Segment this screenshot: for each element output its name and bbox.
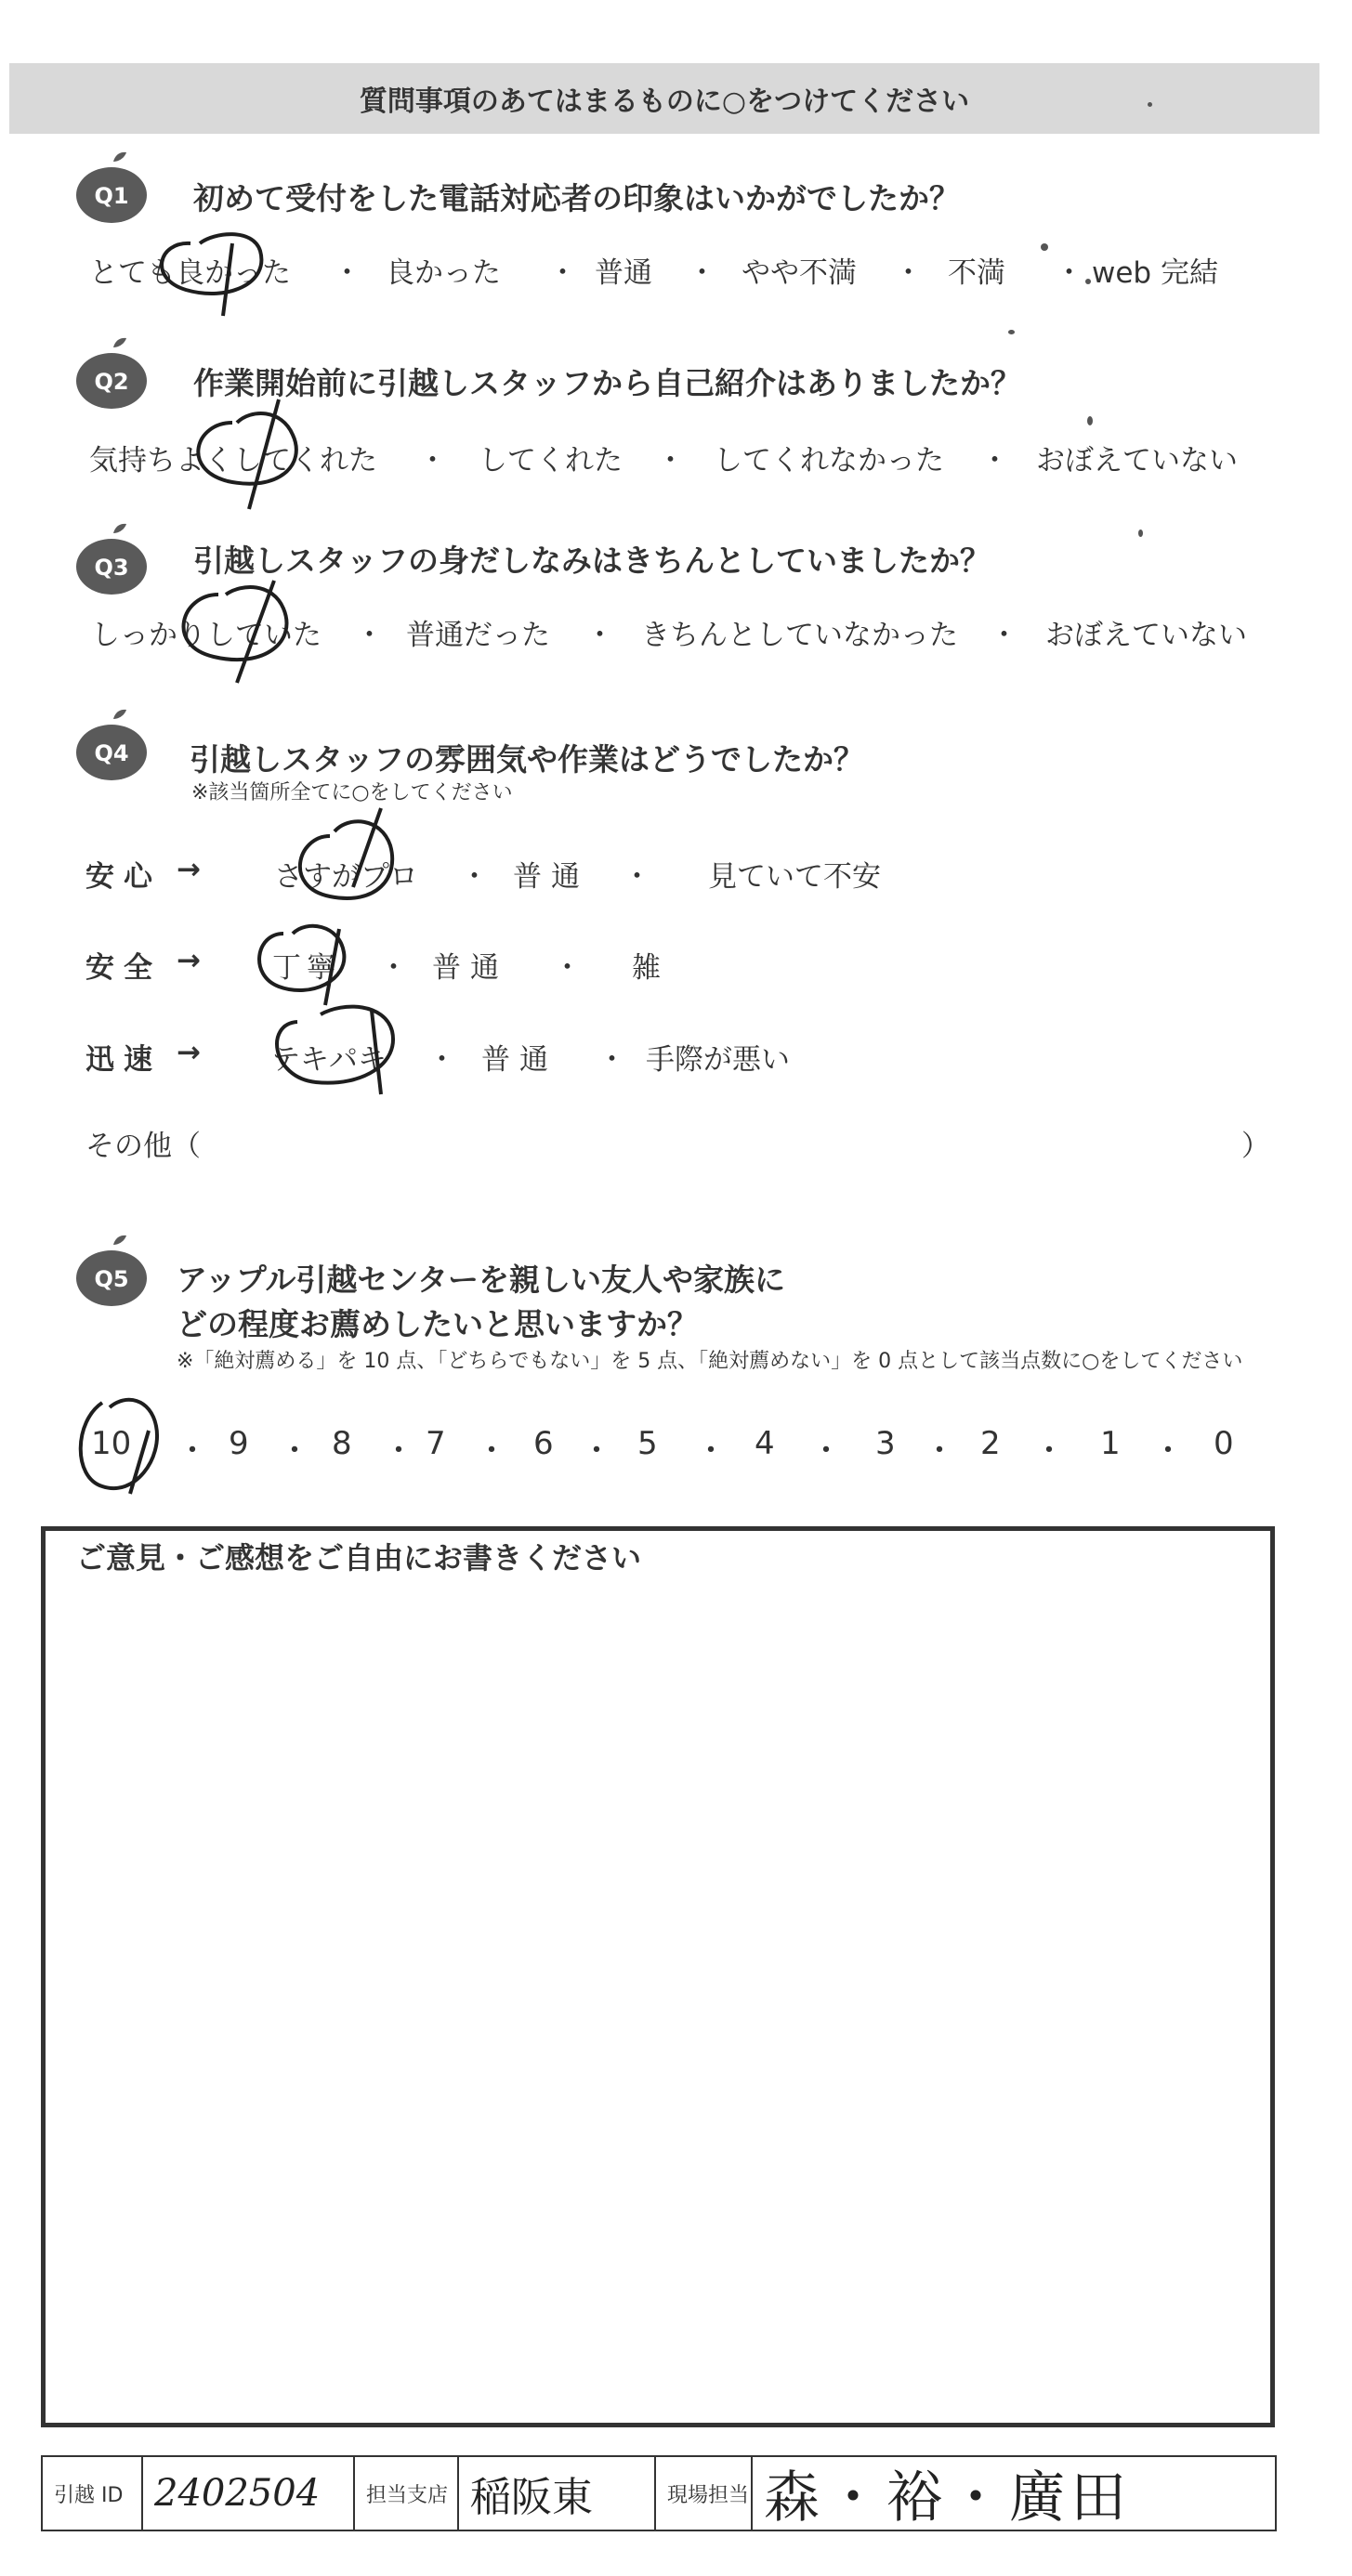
score-1[interactable]: 1	[1100, 1425, 1121, 1462]
score-4[interactable]: 4	[755, 1425, 775, 1462]
apple-badge-icon	[72, 1232, 151, 1310]
move-id-value: 2402504	[154, 2472, 321, 2515]
comment-box[interactable]	[41, 1526, 1275, 2427]
scan-speck	[1138, 530, 1143, 537]
footer-table	[41, 2455, 1277, 2531]
branch-value: 稲阪東	[470, 2474, 593, 2521]
q4-row-3-option-3[interactable]: 手際が悪い	[646, 1043, 790, 1077]
separator: ・	[585, 619, 614, 652]
q1-option-1[interactable]: とても良かった	[89, 256, 291, 290]
scan-speck	[1148, 102, 1152, 107]
q2-question: 作業開始前に引越しスタッフから自己紹介はありましたか？	[193, 365, 1021, 401]
separator: ・	[279, 1432, 310, 1470]
separator: ・	[1152, 1432, 1184, 1470]
q4-question: 引越しスタッフの雰囲気や作業はどうでしたか？	[190, 741, 864, 778]
scan-speck	[1087, 416, 1093, 425]
q4-row-3-option-2[interactable]: 普通	[481, 1043, 558, 1077]
q4-row-2-label: 安全	[85, 951, 162, 985]
branch-label: 担当支店	[355, 2457, 459, 2530]
q1-question: 初めて受付をした電話対応者の印象はいかがでしたか？	[193, 180, 960, 216]
comment-title: ご意見・ご感想をご自由にお書きください	[76, 1540, 642, 1576]
separator: ・	[379, 951, 408, 985]
score-0[interactable]: 0	[1214, 1425, 1234, 1462]
header-title: 質問事項のあてはまるものに○をつけてください	[359, 85, 970, 118]
q4-row-3-option-1[interactable]: テキパキ	[271, 1043, 387, 1077]
q5-badge-label: Q5	[94, 1266, 129, 1292]
apple-badge-icon	[72, 149, 151, 227]
separator: ・	[355, 619, 384, 652]
separator: ・	[597, 1043, 626, 1077]
scan-speck	[1008, 330, 1015, 334]
score-3[interactable]: 3	[875, 1425, 896, 1462]
separator: ・	[894, 256, 923, 290]
q4-row-3-label: 迅速	[85, 1043, 162, 1077]
q3-badge-label: Q3	[94, 555, 129, 581]
q4-badge-label: Q4	[94, 740, 129, 766]
q5-note: ※「絶対薦める」を 10 点、「どちらでもない」を 5 点、「絶対薦めない」を 0 点として該当点数に○をしてください	[177, 1350, 1243, 1373]
q1-badge-label: Q1	[94, 183, 129, 209]
header-bar	[9, 63, 1319, 134]
staff-cell	[753, 2457, 1275, 2530]
q4-other	[0, 1122, 1352, 1163]
separator: ・	[460, 860, 489, 894]
separator: ・	[427, 1043, 456, 1077]
score-10[interactable]: 10	[91, 1425, 132, 1462]
separator: ・	[980, 444, 1009, 477]
q2-options	[0, 437, 1352, 477]
q2-option-3[interactable]: してくれなかった	[714, 444, 944, 477]
separator: ・	[383, 1432, 414, 1470]
q1-option-5[interactable]: 不満	[948, 256, 1005, 290]
arrow-icon: →	[177, 1036, 201, 1069]
q1-option-3[interactable]: 普通	[595, 256, 652, 290]
separator: ・	[333, 256, 361, 290]
q1-option-2[interactable]: 良かった	[386, 256, 501, 290]
separator: ・	[418, 444, 447, 477]
q4-row-3	[0, 1036, 1352, 1077]
q4-row-1	[0, 853, 1352, 894]
q1-option-6[interactable]: web 完結	[1092, 256, 1218, 290]
separator: ・	[688, 256, 716, 290]
q2-badge-label: Q2	[94, 369, 129, 395]
q3-option-3[interactable]: きちんとしていなかった	[641, 619, 958, 652]
separator: ・	[581, 1432, 612, 1470]
q2-option-1[interactable]: 気持ちよくしてくれた	[89, 444, 377, 477]
branch-cell	[459, 2457, 656, 2530]
separator: ・	[656, 444, 685, 477]
q3-option-4[interactable]: おぼえていない	[1045, 619, 1247, 652]
q2-option-4[interactable]: おぼえていない	[1036, 444, 1238, 477]
scan-speck	[1041, 243, 1048, 251]
apple-badge-icon	[72, 706, 151, 784]
score-6[interactable]: 6	[533, 1425, 554, 1462]
score-5[interactable]: 5	[637, 1425, 658, 1462]
apple-badge-icon	[72, 334, 151, 412]
q4-note: ※該当箇所全てに○をしてください	[191, 781, 513, 804]
q1-options	[0, 249, 1352, 290]
q4-other-input[interactable]	[216, 1122, 1228, 1156]
separator: ・	[177, 1432, 208, 1470]
arrow-icon: →	[177, 853, 201, 886]
arrow-icon: →	[177, 944, 201, 977]
separator: ・	[623, 860, 651, 894]
apple-badge-icon	[72, 520, 151, 598]
scan-speck	[1085, 279, 1091, 284]
q3-option-2[interactable]: 普通だった	[406, 619, 550, 652]
separator: ・	[810, 1432, 842, 1470]
q3-options	[0, 611, 1352, 652]
q1-option-4[interactable]: やや不満	[742, 256, 857, 290]
q4-row-2-option-3[interactable]: 雑	[632, 951, 661, 985]
q4-row-1-option-1[interactable]: さすがプロ	[274, 860, 418, 894]
separator: ・	[924, 1432, 955, 1470]
move-id-cell	[143, 2457, 355, 2530]
q4-row-1-option-2[interactable]: 普通	[513, 860, 589, 894]
q4-row-2-option-1[interactable]: 丁寧	[272, 951, 341, 985]
separator: ・	[548, 256, 577, 290]
score-8[interactable]: 8	[332, 1425, 352, 1462]
q4-row-2-option-2[interactable]: 普通	[432, 951, 508, 985]
q5-question-line1: アップル引越センターを親しい友人や家族に	[177, 1262, 786, 1298]
q4-other-label: その他（	[85, 1130, 201, 1163]
q3-option-1[interactable]: しっかりしていた	[91, 619, 322, 652]
staff-value: 森・裕・廣田	[764, 2465, 1132, 2530]
separator: ・	[1055, 256, 1083, 290]
score-9[interactable]: 9	[229, 1425, 249, 1462]
separator: ・	[990, 619, 1018, 652]
q5-question-line2: どの程度お薦めしたいと思いますか？	[177, 1306, 698, 1342]
move-id-label: 引越 ID	[43, 2457, 143, 2530]
q4-other-close: ）	[1241, 1130, 1270, 1163]
q4-row-1-option-3[interactable]: 見ていて不安	[708, 860, 881, 894]
separator: ・	[476, 1432, 507, 1470]
q3-question: 引越しスタッフの身だしなみはきちんとしていましたか？	[193, 543, 991, 579]
staff-label: 現場担当	[656, 2457, 753, 2530]
separator: ・	[695, 1432, 727, 1470]
q4-row-2	[0, 944, 1352, 985]
separator: ・	[553, 951, 582, 985]
score-2[interactable]: 2	[980, 1425, 1001, 1462]
score-7[interactable]: 7	[426, 1425, 446, 1462]
separator: ・	[1033, 1432, 1065, 1470]
q5-score-row	[0, 1425, 1352, 1470]
q4-row-1-label: 安心	[85, 860, 162, 894]
q2-option-2[interactable]: してくれた	[479, 444, 623, 477]
